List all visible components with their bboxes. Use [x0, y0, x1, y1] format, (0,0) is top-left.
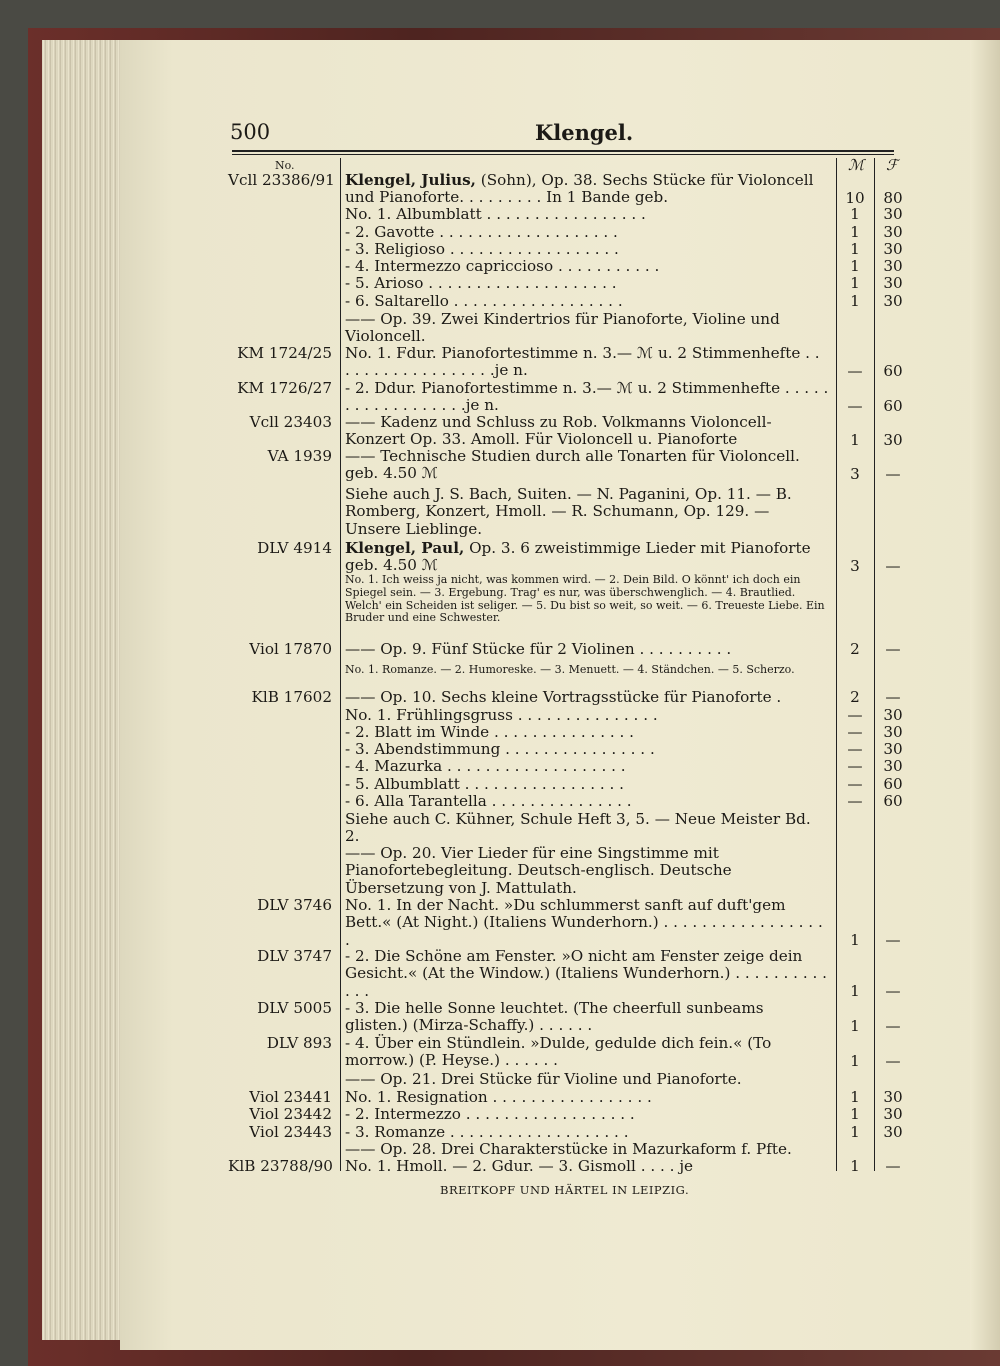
entry-description: - 6. Saltarello . . . . . . . . . . . . . . . . . .: [345, 292, 623, 310]
price-mark: —: [847, 396, 863, 415]
entry-description: - 2. Ddur. Pianofortestimme n. 3.— ℳ u. 2 Stimmenhefte . . . . . . . . . . . . . . . . . .je n.: [345, 379, 829, 415]
catalog-number: DLV 3746: [257, 896, 332, 914]
catalog-number: Viol 23442: [249, 1105, 332, 1123]
price-mark: 1: [850, 257, 860, 275]
entry-description: - 3. Die helle Sonne leuchtet. (The cheerfull sunbeams glisten.) (Mirza-Schaffy.) . . . . . .: [345, 999, 764, 1035]
price-pfennig: 30: [883, 723, 903, 741]
entry-description: No. 1. Romanze. — 2. Humoreske. — 3. Menuett. — 4. Ständchen. — 5. Scherzo.: [345, 663, 795, 676]
composer-name: Klengel, Julius,: [345, 171, 476, 189]
entry-description: - 4. Intermezzo capriccioso . . . . . . . . . . .: [345, 257, 660, 275]
price-mark: —: [847, 740, 863, 758]
entry-description: Siehe auch J. S. Bach, Suiten. — N. Paganini, Op. 11. — B. Romberg, Konzert, Hmoll. — R. Schumann, Op. 129. — Unsere Lieblinge.: [345, 485, 792, 538]
catalog-number: DLV 3747: [257, 947, 332, 965]
catalog-number: KM 1724/25: [237, 344, 332, 362]
price-mark: 1: [850, 1105, 860, 1123]
column-divider-mark: [836, 158, 837, 1171]
price-mark: —: [847, 361, 863, 380]
price-mark: 1: [850, 223, 860, 241]
price-pfennig: 30: [883, 1123, 903, 1141]
running-head: Klengel.: [535, 120, 634, 145]
price-mark: 1: [850, 240, 860, 258]
entry-description: No. 1. Fdur. Pianofortestimme n. 3.— ℳ u. 2 Stimmenhefte . . . . . . . . . . . . . . . . . .je n.: [345, 344, 820, 380]
entry-description: —— Op. 9. Fünf Stücke für 2 Violinen . . . . . . . . . .: [345, 640, 732, 658]
catalog-number: DLV 4914: [257, 539, 332, 557]
price-mark: 1: [850, 1088, 860, 1106]
column-label-mark: ℳ: [848, 156, 865, 174]
catalog-number: Viol 23441: [249, 1088, 332, 1106]
entry-description: —— Op. 21. Drei Stücke für Violine und Pianoforte.: [345, 1070, 742, 1088]
price-pfennig: 60: [883, 775, 903, 793]
price-pfennig: 60: [883, 361, 903, 380]
catalog-number: VA 1939: [267, 447, 332, 465]
price-pfennig: 30: [883, 740, 903, 758]
header-rule-thin: [232, 154, 894, 155]
catalog-number: Vcll 23386/91: [228, 171, 335, 189]
price-pfennig: 30: [883, 257, 903, 275]
publisher-footer: BREITKOPF UND HÄRTEL IN LEIPZIG.: [440, 1183, 690, 1197]
header-rule: [232, 150, 894, 152]
entry-description: Siehe auch C. Kühner, Schule Heft 3, 5. — Neue Meister Bd. 2.: [345, 810, 811, 846]
price-mark: 2: [850, 640, 860, 658]
price-pfennig: —: [885, 930, 901, 949]
catalog-number: Viol 17870: [249, 640, 332, 658]
price-pfennig: —: [885, 1051, 901, 1070]
price-mark: 1: [850, 1123, 860, 1141]
entry-description: - 5. Arioso . . . . . . . . . . . . . . . . . . . .: [345, 274, 617, 292]
price-pfennig: 30: [883, 1105, 903, 1123]
column-label-no: No.: [275, 159, 295, 172]
column-divider-pfennig: [874, 158, 875, 1171]
entry-description: - 3. Abendstimmung . . . . . . . . . . . . . . . .: [345, 740, 655, 758]
price-pfennig: 60: [883, 396, 903, 415]
price-pfennig: 30: [883, 430, 903, 449]
catalog-number: Viol 23443: [249, 1123, 332, 1141]
price-mark: 1: [850, 1157, 860, 1175]
price-pfennig: 30: [883, 223, 903, 241]
catalog-number: KM 1726/27: [237, 379, 332, 397]
entry-description: —— Op. 28. Drei Charakterstücke in Mazurkaform f. Pfte.: [345, 1140, 792, 1158]
price-pfennig: 30: [883, 1088, 903, 1106]
entry-description: Klengel, Julius, (Sohn), Op. 38. Sechs Stücke für Violoncell und Pianoforte. . . . . . . . . In 1 Bande geb.: [345, 171, 814, 207]
price-pfennig: —: [885, 1016, 901, 1035]
catalog-number: DLV 893: [266, 1034, 332, 1052]
page-number: 500: [230, 120, 271, 144]
entry-description: - 3. Romanze . . . . . . . . . . . . . . . . . . .: [345, 1123, 629, 1141]
entry-description: Klengel, Paul, Op. 3. 6 zweistimmige Lieder mit Pianoforte geb. 4.50 ℳ: [345, 539, 811, 575]
price-pfennig: 80: [883, 188, 903, 207]
catalog-number: DLV 5005: [257, 999, 332, 1017]
price-pfennig: —: [885, 1157, 901, 1175]
price-mark: 1: [850, 274, 860, 292]
entry-description: - 2. Blatt im Winde . . . . . . . . . . . . . . .: [345, 723, 634, 741]
page-gutter-shadow: [970, 40, 1000, 1350]
price-pfennig: 30: [883, 240, 903, 258]
price-pfennig: 30: [883, 757, 903, 775]
price-pfennig: —: [885, 981, 901, 1000]
column-label-pfennig: ℱ: [886, 156, 898, 174]
price-pfennig: 30: [883, 274, 903, 292]
entry-description: - 4. Über ein Stündlein. »Dulde, gedulde dich fein.« (To morrow.) (P. Heyse.) . . . . . .: [345, 1034, 772, 1070]
price-mark: 3: [850, 556, 860, 575]
entry-description: No. 1. Frühlingsgruss . . . . . . . . . . . . . . .: [345, 706, 658, 724]
price-mark: 1: [850, 1016, 860, 1035]
price-mark: 10: [845, 188, 865, 207]
entry-description: No. 1. Hmoll. — 2. Gdur. — 3. Gismoll . . . . je: [345, 1157, 694, 1175]
price-mark: —: [847, 792, 863, 810]
entry-description: —— Op. 10. Sechs kleine Vortragsstücke für Pianoforte .: [345, 688, 782, 706]
price-mark: 2: [850, 688, 860, 706]
entry-description: - 2. Gavotte . . . . . . . . . . . . . . . . . . .: [345, 223, 618, 241]
entry-description: - 6. Alla Tarantella . . . . . . . . . . . . . . .: [345, 792, 632, 810]
price-pfennig: 30: [883, 706, 903, 724]
price-mark: —: [847, 706, 863, 724]
catalog-number: KlB 23788/90: [228, 1157, 333, 1175]
entry-description: —— Kadenz und Schluss zu Rob. Volkmanns Violoncell-Konzert Op. 33. Amoll. Für Violoncell u. Pianoforte: [345, 413, 772, 449]
entry-description: - 3. Religioso . . . . . . . . . . . . . . . . . .: [345, 240, 619, 258]
price-pfennig: 60: [883, 792, 903, 810]
entry-description: No. 1. Albumblatt . . . . . . . . . . . . . . . . .: [345, 205, 646, 223]
price-mark: 1: [850, 930, 860, 949]
price-mark: —: [847, 723, 863, 741]
price-pfennig: —: [885, 464, 901, 483]
entry-description: —— Technische Studien durch alle Tonarten für Violoncell. geb. 4.50 ℳ: [345, 447, 800, 483]
entry-description: —— Op. 39. Zwei Kindertrios für Pianoforte, Violine und Violoncell.: [345, 310, 780, 346]
price-mark: 3: [850, 464, 860, 483]
price-mark: —: [847, 757, 863, 775]
price-pfennig: 30: [883, 205, 903, 223]
entry-description: No. 1. Ich weiss ja nicht, was kommen wird. — 2. Dein Bild. O könnt' ich doch ein Spiegel sein. — 3. Ergebung. Trag' es nur, was überschwenglich. — 4. Brautlied. Welch' ein Scheiden ist seliger. — 5. Du bist so weit, so weit. — 6. Treueste Liebe. Ein Bruder und eine Schwester.: [345, 573, 825, 625]
entry-description: No. 1. Resignation . . . . . . . . . . . . . . . . .: [345, 1088, 652, 1106]
entry-description: - 2. Die Schöne am Fenster. »O nicht am Fenster zeige dein Gesicht.« (At the Window.) (Italiens Wunderhorn.) . . . . . . . . . . . . .: [345, 947, 827, 1000]
price-mark: 1: [850, 1051, 860, 1070]
entry-description: - 2. Intermezzo . . . . . . . . . . . . . . . . . .: [345, 1105, 635, 1123]
price-mark: 1: [850, 205, 860, 223]
price-pfennig: —: [885, 688, 901, 706]
catalog-number: KlB 17602: [251, 688, 332, 706]
entry-description: - 4. Mazurka . . . . . . . . . . . . . . . . . . .: [345, 757, 626, 775]
price-mark: 1: [850, 981, 860, 1000]
composer-name: Klengel, Paul,: [345, 539, 465, 557]
price-pfennig: —: [885, 556, 901, 575]
price-pfennig: —: [885, 640, 901, 658]
price-mark: 1: [850, 430, 860, 449]
entry-description: —— Op. 20. Vier Lieder für eine Singstimme mit Pianofortebegleitung. Deutsch-englisch. Deutsche Übersetzung von J. Mattulath.: [345, 844, 732, 897]
price-mark: —: [847, 775, 863, 793]
entry-description: - 5. Albumblatt . . . . . . . . . . . . . . . . .: [345, 775, 624, 793]
column-divider-number: [340, 158, 341, 1171]
catalog-number: Vcll 23403: [249, 413, 332, 431]
entry-description: No. 1. In der Nacht. »Du schlummerst sanft auf duft'gem Bett.« (At Night.) (Italiens Wunderhorn.) . . . . . . . . . . . . . . . . . .: [345, 896, 823, 949]
price-pfennig: 30: [883, 292, 903, 310]
price-mark: 1: [850, 292, 860, 310]
